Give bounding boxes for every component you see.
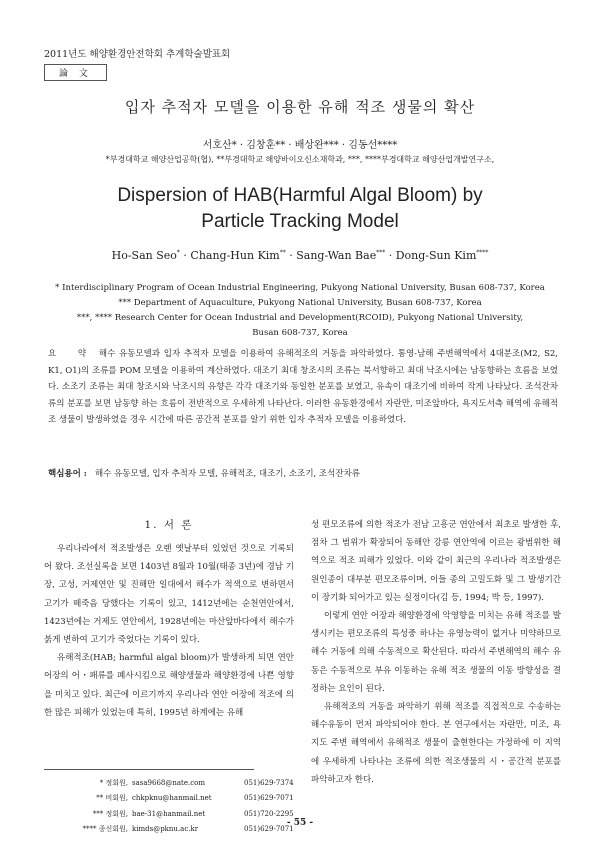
footnote-row — [58, 791, 298, 806]
english-affiliation: *** Department of Aquaculture, Pukyong National University, Busan 608-737, Korea — [118, 298, 482, 308]
author-mark: **** — [476, 249, 489, 257]
author-name: Chang-Hun Kim — [190, 249, 280, 262]
body-paragraph: 이렇게 연안 어장과 해양환경에 악영향을 미치는 유해 적조를 발생시키는 편모조류의 특성중 하나는 유영능력이 없거나 미약하므로 해수 거동에 의해 수동적으로 확산된다. 따라서 주변해역의 해수 유동은 수동적으로 부유 이동하는 유해 적조 생물의 이동 방향성을 결정하는 요인이 된다. — [311, 611, 561, 694]
abstract — [48, 346, 558, 429]
footnote-phone: 051)629-7071 — [244, 825, 294, 834]
keywords-label: 핵심용어 : — [48, 469, 87, 479]
conference-header: 2011년도 해양환경안전학회 추계학술발표회 — [44, 49, 231, 60]
left-column — [44, 540, 294, 722]
author-mark: *** — [376, 249, 386, 257]
footnote-phone: 051)629-7071 — [244, 794, 294, 803]
footnote-label: *** 정회원, — [92, 809, 128, 818]
body-paragraph: 유해적조의 거동을 파악하기 위해 적조를 직접적으로 수송하는 해수유동이 먼저 파악되어야 한다. 본 연구에서는 자란만, 미조, 욕지도 주변 해역에서 유해적조 생물이 출현한다는 가정하에 이 지역에 우세하게 나타나는 조류에 의한 적조생물의 시・공간적 분포를 파악하고자 한다. — [311, 702, 561, 785]
footnote-phone: 051)629-7374 — [244, 779, 294, 787]
keywords-text: 해수 유동모델, 입자 추적자 모델, 유해적조, 대조기, 소조기, 조석잔차류 — [94, 469, 360, 479]
footnote-email: bae-31@hanmail.net — [132, 809, 206, 818]
body-paragraph: 우리나라에서 적조발생은 오랜 옛날부터 있었던 것으로 기록되어 왔다. 조선실록을 보면 1403년 8월과 10월(태종 3년)에 경남 기장, 고성, 거제연안 및 진해만 일대에서 해수가 적색으로 변하면서 고기가 떼죽음 당했다는 기록이 있고, 1412년에는 순천연안에서, 1423년에는 거제도 연안에서, 1928년에는 마산앞바다에서 해수가 붉게 변하여 고기가 죽었다는 기록이 있다. — [44, 544, 294, 646]
right-column — [311, 516, 561, 789]
korean-title: 입자 추적자 모델을 이용한 유해 적조 생물의 확산 — [124, 98, 476, 116]
footnote-label: **** 종신회원, — [82, 825, 128, 834]
author-name: Dong-Sun Kim — [395, 249, 477, 262]
footnote-row — [58, 776, 298, 791]
author-mark: ** — [279, 249, 286, 257]
author-name: Ho-San Seo — [111, 249, 177, 262]
author-mark: * — [176, 249, 180, 257]
footnote-email: kimds@pknu.ac.kr — [132, 825, 199, 834]
body-paragraph: 유해적조(HAB; harmful algal bloom)가 발생하게 되면 연안어장의 어・패류를 폐사시킴으로 해양생물과 해양환경에 나쁜 영향을 미치고 있다. 최근에 이르기까지 우리나라 연안 어장에 적조에 의한 많은 피해가 있었는데 특히, 1995년 하계에는 유해 — [44, 653, 294, 718]
korean-authors: 서호산* · 김창훈** · 배상완*** · 김동선**** — [202, 140, 398, 151]
footnote-phone: 051)720-2295 — [244, 809, 294, 818]
footnote-email: sasa9668@nate.com — [132, 779, 205, 787]
page-number: - 55 - — [286, 818, 314, 828]
abstract-label: 요 약 — [48, 349, 96, 359]
keywords — [48, 467, 558, 479]
english-affiliation: Busan 608-737, Korea — [252, 328, 348, 338]
english-affiliation: * Interdisciplinary Program of Ocean Industrial Engineering, Pukyong National University, Busan 608-737, Korea — [55, 283, 545, 293]
section-heading: 1. 서 론 — [144, 519, 194, 531]
footnote-label: * 정회원, — [99, 779, 128, 787]
footnote-divider — [44, 769, 254, 770]
english-authors: Ho-San Seo* · Chang-Hun Kim** · Sang-Wan Bae*** · Dong-Sun Kim**** — [111, 249, 489, 262]
footnotes — [58, 776, 298, 838]
english-title-line-2: Particle Tracking Model — [201, 211, 399, 232]
korean-affiliations: *부경대학교 해양산업공학(협), **부경대학교 해양바이오신소재학과, ***, ****부경대학교 해양산업개발연구소, — [105, 155, 495, 164]
author-name: Sang-Wan Bae — [296, 249, 377, 262]
body-paragraph: 성 편모조류에 의한 적조가 전남 고흥군 연안에서 최초로 발생한 후, 점차 그 범위가 확장되어 동해안 강릉 연안역에 이르는 광범위한 해역으로 적조 피해가 있었다. 이와 같이 최근의 우리나라 적조발생은 원인종이 대부분 편모조류이며, 이들 종의 고밀도화 및 그 발생기간이 장기화 되어가고 있는 실정이다(김 등, 1994; 박 등, 1997). — [311, 520, 561, 603]
abstract-text: 해수 유동모델과 입자 추적자 모델을 이용하여 유해적조의 거동을 파악하였다. 통영-남해 주변해역에서 4대분조(M2, S2, K1, O1)의 조류를 POM 모델을 이용하여 계산하였다. 대조기 최대 창조시의 조류는 북서향하고 최대 낙조시에는 남동향하는 흐름을 보였다. 소조기 조류는 최대 창조시와 낙조시의 유향은 각각 대조기와 동일한 분포를 보였고, 유속이 대조기에 비하여 작게 나타났다. 조석잔차류의 분포를 보면 남동향 하는 흐름이 전반적으로 우세하게 나타난다. 이러한 유동환경에서 자란만, 미조앞바다, 욕지도서측 해역에 유해적조 생물이 발생하였을 경우 시간에 따른 공간적 분포를 알기 위한 입자 추적자 모델을 이용하였다. — [48, 349, 558, 425]
footnote-email: chkpknu@hanmail.net — [132, 794, 212, 803]
english-title-line-1: Dispersion of HAB(Harmful Algal Bloom) by — [117, 185, 483, 206]
english-affiliation: ***, **** Research Center for Ocean Industrial and Development(RCOID), Pukyong National University, — [76, 313, 524, 323]
footnote-label: ** 비회원, — [96, 794, 128, 803]
article-type-tag: 論 文 — [44, 64, 107, 81]
